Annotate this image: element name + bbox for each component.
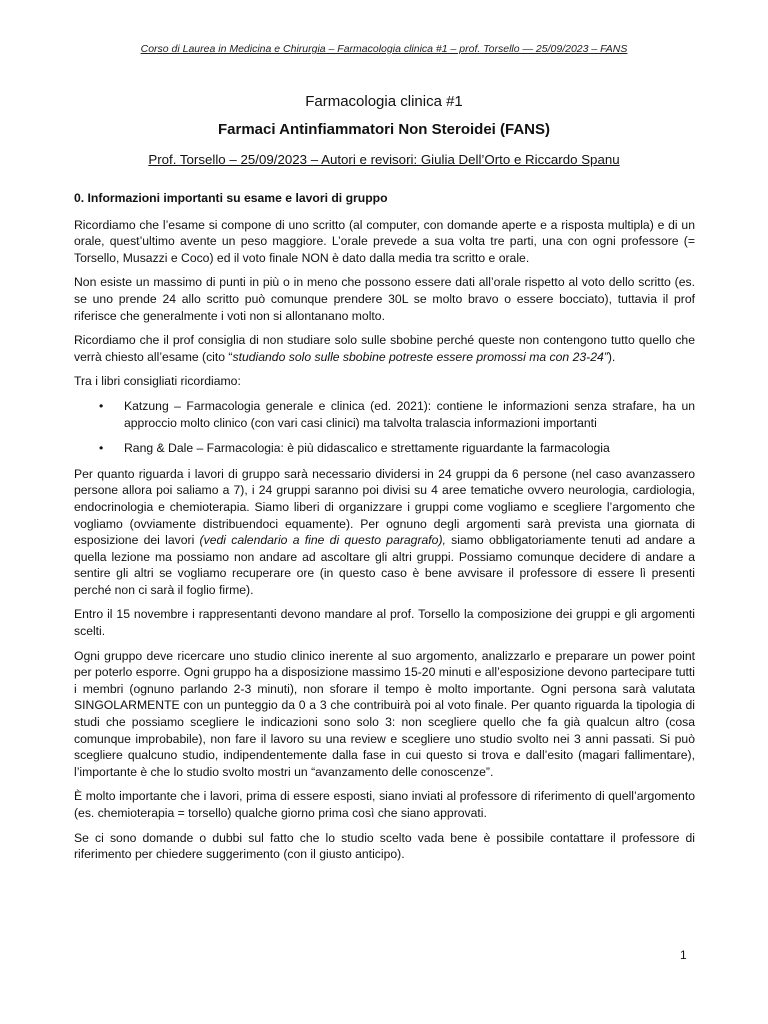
p5-start: Per quanto riguarda i lavori di gruppo sarà necessario dividersi in 24 gruppi da 6 persone (nel caso avanzassero persone allora poi saliamo a 7), i 24 gruppi saranno poi divisi su 4 aree tematiche ovvero neurologia, cardiologia, endocrinologia e chemioterapia. Siamo liberi di organizzare i gruppi come vogliamo e scegliere l’argomento che vogliamo (ovviamente distribuendoci equamente). Per ognuno degli argomenti sarà prevista una giornata di esposizione dei lavori [74,466,695,548]
p5-end: siamo obbligatoriamente tenuti ad andare a quella lezione ma possiamo non andare ad ascoltare gli altri gruppi. Possiamo comunque decidere di andare a sentire gli altri se vogliamo recuperare ore (in questo caso è bene avvisare il professore di essere lì presenti perché non ci sarà il foglio firme). [74,533,696,597]
paragraph-clinical-study: Ogni gruppo deve ricercare uno studio clinico inerente al suo argomento, analizzarlo e preparare un power point per poterlo esporre. Ogni gruppo ha a disposizione massimo 15-20 minuti e all’esposizione devono partecipare tutti i membri (ognuno parlando 2-3 minuti), non sforare il tempo è molto importante. Ogni persona sarà valutata SINGOLARMENTE con un punteggio da 0 a 3 che contribuirà poi al voto finale. Per quanto riguarda la tipologia di studi che possiamo scegliere le indicazioni sono solo 3: non scegliere quello che fa già qualcun altro (cosa comunque improbabile), non fare il lavoro su una review e scegliere uno studio svolto nei 3 anni passati. Si può scegliere qualcuno studio, indipendentemente dalla fase in cui questo si trova e dall’esito (magari fallimentare), l’importante è che lo studio svolto mostri un “avanzamento delle conoscenze”. [74,648,695,779]
paragraph-study-advice [74,332,695,365]
book-list [74,398,695,457]
list-item [74,398,695,431]
p3-end: ). [607,349,616,364]
running-header: Corso di Laurea in Medicina e Chirurgia – Farmacologia clinica #1 – prof. Torsello — 25/09/2023 – FANS [140,43,628,55]
bullet-icon: • [99,441,104,456]
document-title: Farmacologia clinica #1 [305,93,463,110]
p5-calendar-note: (vedi calendario a fine di questo paragrafo), [199,533,446,548]
document-authors [0,152,768,167]
page-number: 1 [680,948,687,962]
paragraph-oral-points: Non esiste un massimo di punti in più o in meno che possono essere dati all’orale rispetto al voto dello scritto (es. se uno prende 24 allo scritto può comunque prendere 30L se molto bravo o essere bocciato), tuttavia il prof riferisce che generalmente i voti non si allontanano molto. [74,275,695,323]
p3-quote: studiando solo sulle sbobine potreste essere promossi ma con 23-24” [232,349,608,364]
list-item [74,440,695,457]
document-subtitle: Farmaci Antinfiammatori Non Steroidei (FANS) [218,121,550,138]
paragraph-books-intro: Tra i libri consigliati ricordiamo: [74,374,241,389]
paragraph-questions: Se ci sono domande o dubbi sul fatto che lo studio scelto vada bene è possibile contattare il professore di riferimento per chiedere suggerimento (con il giusto anticipo). [74,830,695,862]
body-text [74,190,695,871]
list-item-text: Rang & Dale – Farmacologia: è più didascalico e strettamente riguardante la farmacologia [124,441,610,456]
list-item-text: Katzung – Farmacologia generale e clinica (ed. 2021): contiene le informazioni senza strafare, ha un approccio molto clinico (con vari casi clinici) ma talvolta tralascia informazioni importanti [124,398,695,430]
authors-text: Prof. Torsello – 25/09/2023 – Autori e revisori: Giulia Dell’Orto e Riccardo Spanu [148,152,620,167]
section-heading: 0. Informazioni importanti su esame e lavori di gruppo [74,191,388,205]
paragraph-group-work [74,466,695,599]
p3-start: Ricordiamo che il prof consiglia di non studiare solo sulle sbobine perché queste non contengono tutto quello che verrà chiesto all’esame (cito “ [74,333,695,364]
paragraph-exam-structure: Ricordiamo che l’esame si compone di uno scritto (al computer, con domande aperte e a risposta multipla) e di un orale, quest’ultimo avente un peso maggiore. L’orale prevede a sua volta tre parti, una con ogni professore (= Torsello, Musazzi e Coco) ed il voto finale NON è dato dalla media tra scritto e orale. [74,217,695,265]
bullet-icon: • [99,398,104,413]
paragraph-approval: È molto importante che i lavori, prima di essere esposti, siano inviati al professore di riferimento di quell’argomento (es. chemioterapia = torsello) qualche giorno prima così che siano approvati. [74,789,695,820]
paragraph-deadline: Entro il 15 novembre i rappresentanti devono mandare al prof. Torsello la composizione dei gruppi e gli argomenti scelti. [74,607,695,639]
